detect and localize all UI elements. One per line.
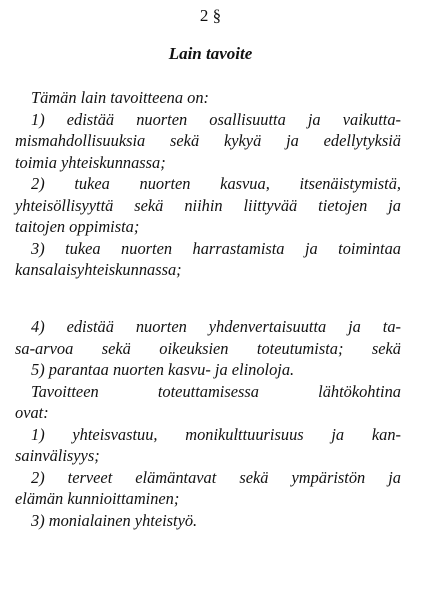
text-line: yhteisöllisyyttä sekä niihin liittyvää tietojen ja — [15, 195, 401, 215]
text-line: sainvälisyys; — [15, 446, 100, 465]
text-line: elämän kunnioittaminen; — [15, 489, 180, 508]
text-line: ovat: — [15, 403, 49, 422]
text-line: 1) yhteisvastuu, monikulttuurisuus ja kan- — [31, 424, 401, 444]
text-line: 2) terveet elämäntavat sekä ympäristön ja — [31, 467, 401, 487]
paragraph-block-goals — [15, 87, 401, 281]
text-line: mismahdollisuuksia sekä kykyä ja edellytyksiä — [15, 131, 401, 150]
text-line: 3) tukea nuorten harrastamista ja toimintaa — [31, 238, 401, 258]
text-line: Tavoitteen toteuttamisessa lähtökohtina — [31, 381, 401, 401]
section-title: Lain tavoite — [168, 44, 253, 63]
text-line: 2) tukea nuorten kasvua, itsenäistymistä, — [31, 174, 401, 193]
text-line: 3) monialainen yhteistyö. — [31, 510, 198, 530]
text-line: sa-arvoa sekä oikeuksien toteutumista; sekä — [15, 338, 401, 358]
paragraph-block-principles — [15, 316, 401, 531]
text-line: 1) edistää nuorten osallisuutta ja vaikutta- — [31, 109, 401, 129]
section-number: 2 § — [199, 6, 222, 25]
text-line: taitojen oppimista; — [15, 217, 140, 236]
text-line: Tämän lain tavoitteena on: — [31, 88, 210, 107]
text-line: 4) edistää nuorten yhdenvertaisuutta ja ta- — [31, 317, 401, 336]
text-line: kansalaisyhteiskunnassa; — [15, 260, 182, 279]
text-line: 5) parantaa nuorten kasvu- ja elinoloja. — [31, 360, 295, 379]
text-line: toimia yhteiskunnassa; — [15, 152, 166, 172]
